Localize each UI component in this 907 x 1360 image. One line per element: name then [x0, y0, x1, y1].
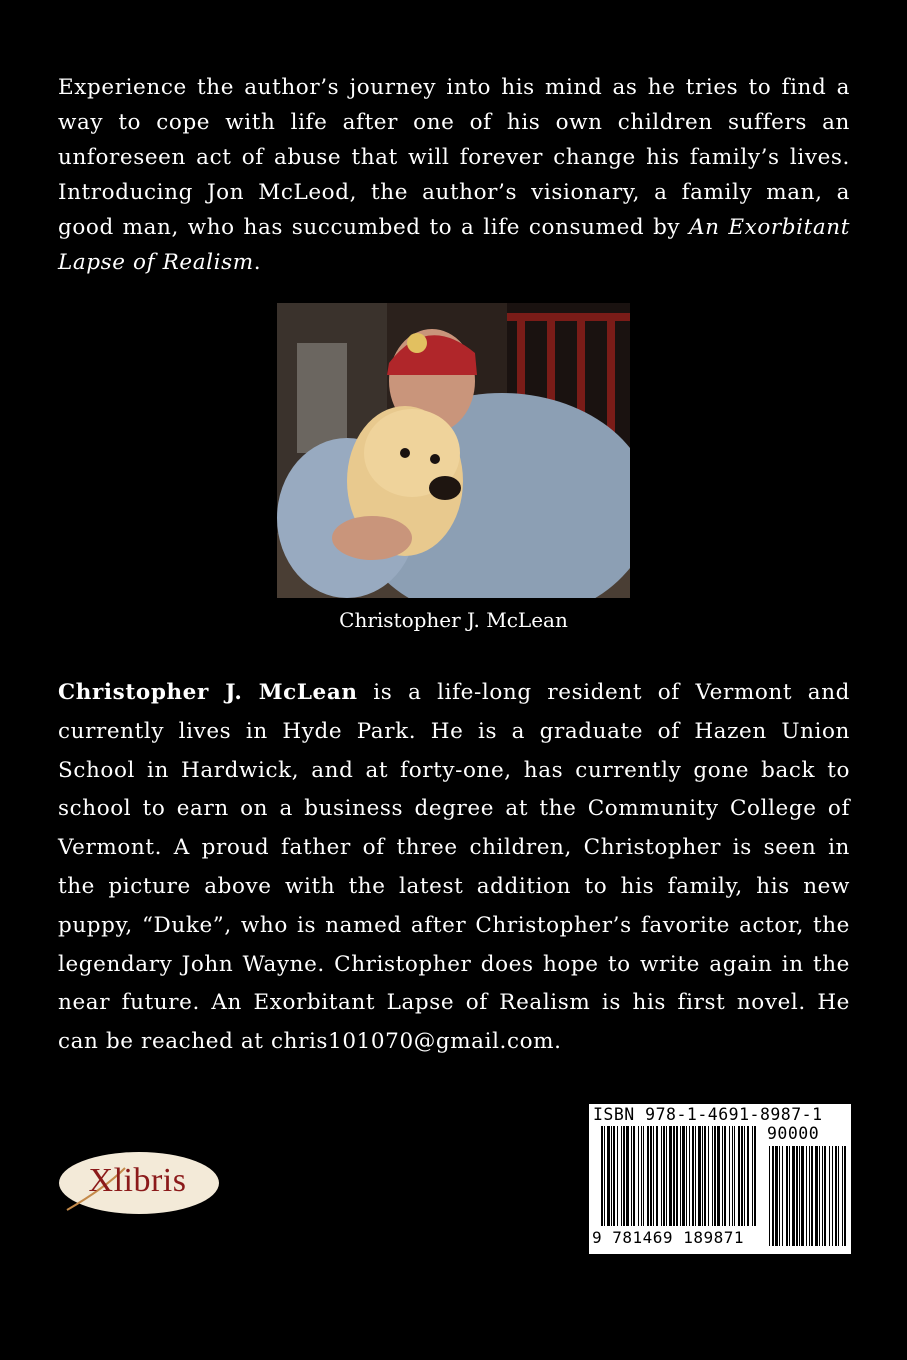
isbn-number: ISBN 978-1-4691-8987-1 — [593, 1105, 823, 1124]
price-code: 90000 — [767, 1124, 820, 1143]
bio-text: is a life-long resident of Vermont and currently lives in Hyde Park. He is a graduate of Hazen Union School in Hardwick, and at forty-one, has currently gone back to school to earn on a business degree at the Community College of Vermont. A proud father of three children, Christopher is seen in the picture above with the latest addition to his family, his new puppy, “Duke”, who is named after Christopher’s favorite actor, the legendary John Wayne. Christopher does hope to write again in the near future. An Exorbitant Lapse of Realism is his first novel. He can be reached at chris101070@gmail.com. — [58, 680, 851, 1055]
back-cover-blurb — [58, 70, 850, 280]
isbn-barcode — [589, 1104, 851, 1254]
blurb-end: . — [253, 250, 262, 275]
ean-digits: 9 781469 189871 — [592, 1228, 744, 1247]
author-name: Christopher J. McLean — [58, 680, 358, 705]
author-bio — [58, 674, 850, 1062]
blurb-book-title: An Exorbitant Lapse of Realism — [58, 215, 850, 275]
photo-caption: Christopher J. McLean — [339, 608, 568, 632]
publisher-logo-text: Xlibris — [88, 1162, 187, 1199]
publisher-logo — [55, 1148, 220, 1218]
blurb-text: Experience the author’s journey into his mind as he tries to find a way to cope with life after one of his own children suffers an unforeseen act of abuse that will forever change his family’s lives. Introducing Jon McLeod, the author’s visionary, a family man, a good man, who has succumbed to a life consumed by — [58, 75, 850, 240]
author-photo — [277, 303, 630, 598]
